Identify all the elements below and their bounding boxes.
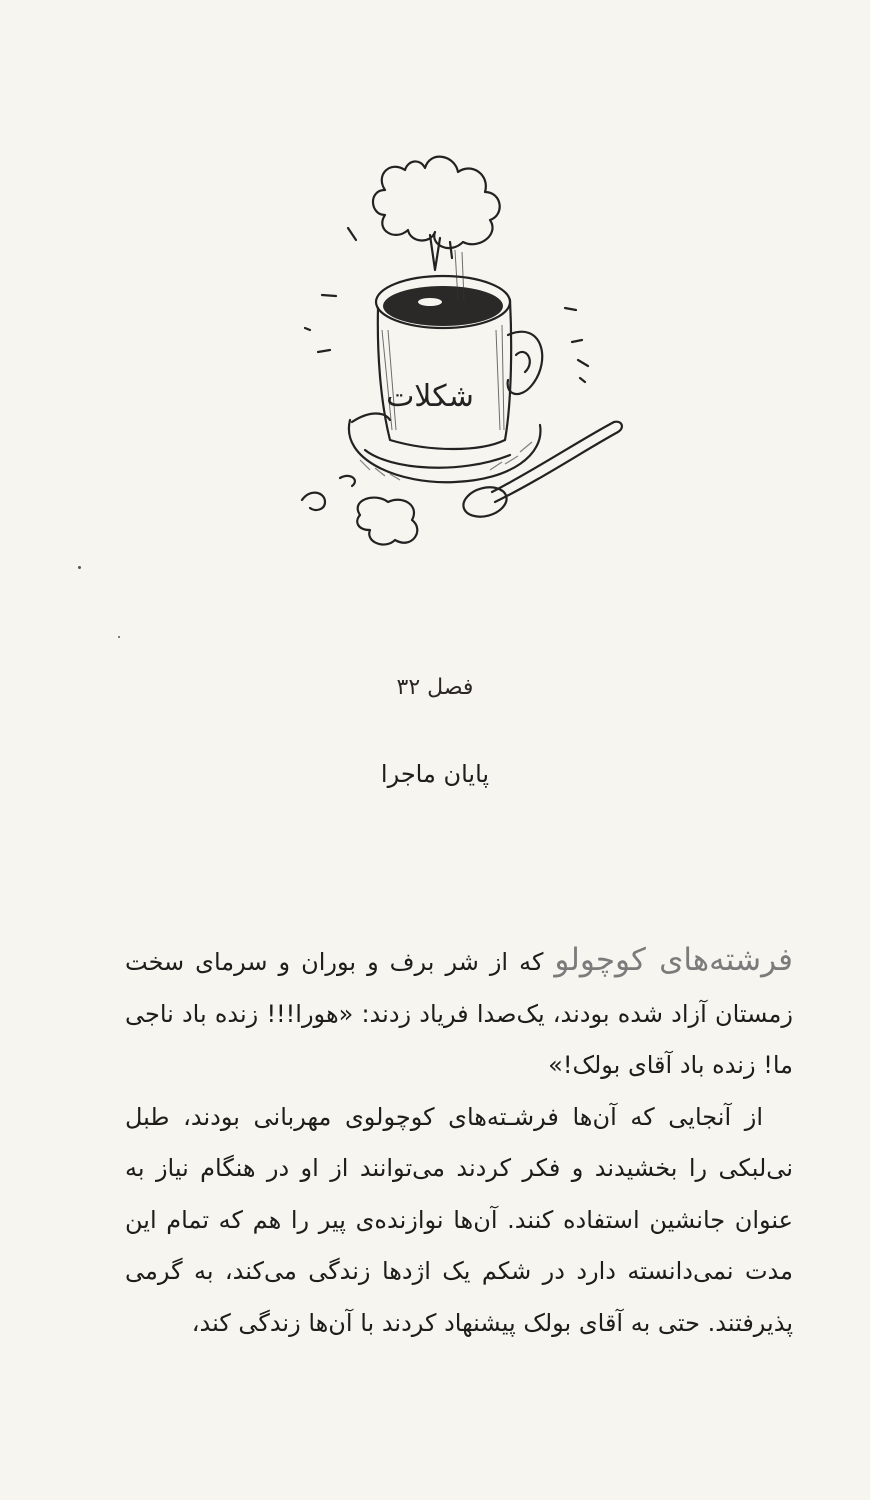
paragraph-1 bbox=[125, 935, 793, 1092]
body-text bbox=[125, 935, 793, 1349]
paper-speck bbox=[118, 636, 120, 638]
paper-speck bbox=[78, 566, 81, 569]
chapter-title: پایان ماجرا bbox=[380, 760, 490, 788]
paragraph-1-text: که از شر برف و بوران و سرمای سخت زمستان آزاد شده بودند، یک‌صدا فریاد زدند: «هورا!!! زنده باد ناجی ما! زنده باد آقای بولک!» bbox=[125, 948, 793, 1079]
chapter-number: فصل ۳۲ bbox=[396, 675, 474, 700]
highlighted-phrase: فرشته‌های کوچولو bbox=[554, 942, 793, 978]
paragraph-2: از آنجایی که آن‌ها فرشـته‌های کوچولوی مهربانی بودند، طبل نی‌لبکی را بخشیدند و فکر کردند می‌توانند از او در هنگام نیاز به عنوان جانشین استفاده کنند. آن‌ها نوازنده‌ی پیر را هم که تمام این مدت نمی‌دانسته دارد در شکم یک اژدها زندگی می‌کند، به گرمی پذیرفتند. حتی به آقای بولک پیشنهاد کردند با آن‌ها زندگی کند، bbox=[125, 1102, 793, 1337]
cup-label: شکلات bbox=[386, 379, 474, 414]
hot-chocolate-cup-illustration bbox=[280, 130, 640, 570]
